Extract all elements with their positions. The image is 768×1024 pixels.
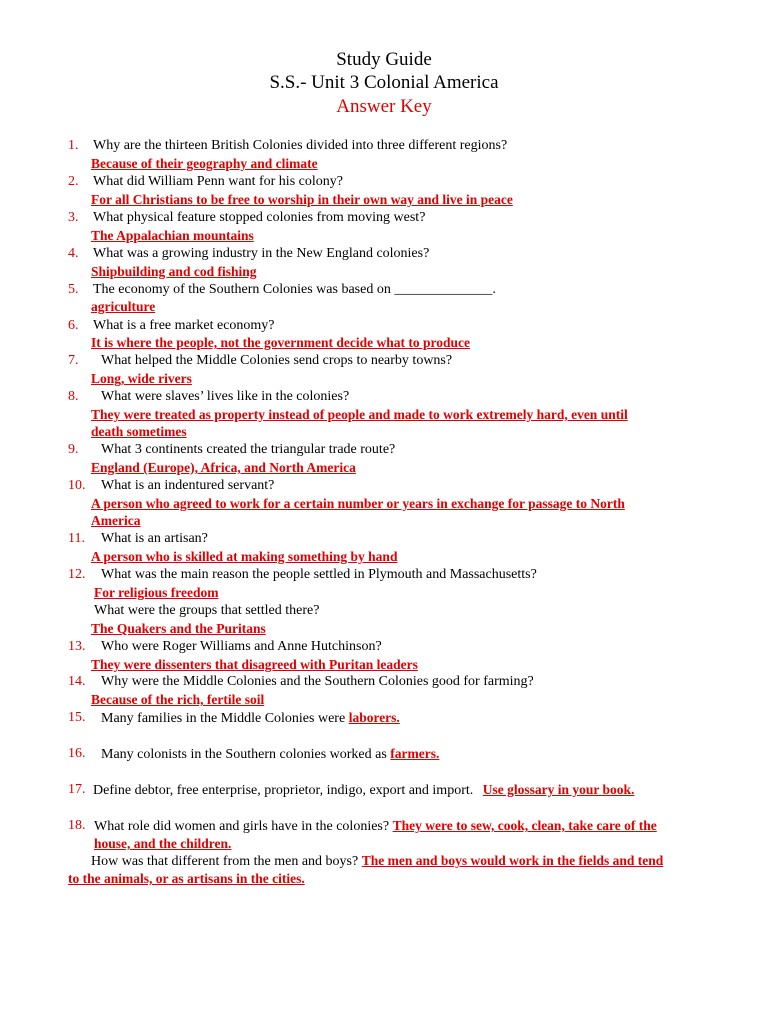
question-text-body: Many colonists in the Southern colonies worked as: [101, 747, 387, 762]
answer-text-followup: The Quakers and the Puritans: [91, 621, 266, 636]
question-number: 7.: [68, 353, 79, 368]
question-text-body: Many families in the Middle Colonies were: [101, 711, 346, 726]
question-text: The economy of the Southern Colonies was based on ______________.: [93, 282, 496, 297]
question-text: What did William Penn want for his colony?: [93, 174, 343, 189]
question-text: Why are the thirteen British Colonies divided into three different regions?: [93, 138, 508, 153]
question-number: 5.: [68, 282, 79, 297]
answer-text: England (Europe), Africa, and North America: [91, 460, 356, 475]
question-number: 17.: [68, 782, 86, 797]
question-number: 4.: [68, 246, 79, 261]
question-number: 2.: [68, 174, 79, 189]
answer-text: They were dissenters that disagreed with Puritan leaders: [91, 657, 418, 672]
inline-answer: laborers.: [348, 710, 400, 725]
answer-text: For religious freedom: [94, 585, 219, 600]
question-text-body: What role did women and girls have in the colonies?: [94, 819, 390, 834]
question-number: 12.: [68, 567, 86, 582]
question-text-followup: What were the groups that settled there?: [94, 603, 320, 618]
answer-text: Because of their geography and climate: [91, 156, 318, 171]
question-number: 3.: [68, 210, 79, 225]
inline-answer: They were to sew, cook, clean, take care of the: [392, 818, 657, 833]
answer-text: Long, wide rivers: [91, 371, 192, 386]
question-text: Who were Roger Williams and Anne Hutchinson?: [101, 639, 382, 654]
question-text: What is an artisan?: [101, 531, 208, 546]
question-number: 15.: [68, 710, 86, 725]
answer-text: For all Christians to be free to worship in their own way and live in peace: [91, 192, 513, 207]
question-number: 13.: [68, 639, 86, 654]
question-text: What was the main reason the people settled in Plymouth and Massachusetts?: [101, 567, 537, 582]
answer-text: A person who agreed to work for a certain number or years in exchange for passage to North: [91, 496, 625, 511]
page-title: Study Guide: [336, 49, 432, 70]
question-number: 10.: [68, 478, 86, 493]
answer-text-followup: to the animals, or as artisans in the cities.: [68, 871, 305, 886]
answer-text-continued: death sometimes: [91, 424, 187, 439]
answer-text: agriculture: [91, 299, 156, 314]
question-number: 9.: [68, 442, 79, 457]
question-number: 18.: [68, 818, 86, 833]
question-text: What was a growing industry in the New England colonies?: [93, 246, 430, 261]
question-text-followup: [91, 852, 663, 870]
answer-text-continued: America: [91, 513, 141, 528]
question-number: 1.: [68, 138, 79, 153]
question-text-body: How was that different from the men and boys?: [91, 854, 359, 869]
question-number: 16.: [68, 746, 86, 761]
question-number: 14.: [68, 674, 86, 689]
answer-text-continued: house, and the children.: [94, 836, 232, 851]
inline-answer: farmers.: [390, 746, 440, 761]
answer-text: Shipbuilding and cod fishing: [91, 264, 257, 279]
page-subtitle: S.S.- Unit 3 Colonial America: [269, 72, 499, 93]
question-text: [101, 709, 400, 727]
question-text: Why were the Middle Colonies and the Southern Colonies good for farming?: [101, 674, 534, 689]
question-number: 11.: [68, 531, 85, 546]
question-text: [101, 745, 439, 763]
question-text: What physical feature stopped colonies from moving west?: [93, 210, 426, 225]
question-text: [94, 817, 657, 835]
inline-answer: The men and boys would work in the fields and tend: [361, 853, 664, 868]
question-text: What is an indentured servant?: [101, 478, 275, 493]
question-number: 6.: [68, 318, 79, 333]
answer-text: The Appalachian mountains: [91, 228, 254, 243]
inline-answer: Use glossary in your book.: [482, 782, 635, 797]
question-text-body: Define debtor, free enterprise, proprietor, indigo, export and import.: [93, 783, 474, 798]
answer-text: Because of the rich, fertile soil: [91, 692, 265, 707]
answer-text: It is where the people, not the government decide what to produce: [91, 335, 470, 350]
answer-key-label: Answer Key: [336, 96, 432, 117]
answer-text: A person who is skilled at making something by hand: [91, 549, 398, 564]
question-text: What were slaves’ lives like in the colonies?: [101, 389, 350, 404]
answer-text: They were treated as property instead of people and made to work extremely hard, even until: [91, 407, 628, 422]
question-number: 8.: [68, 389, 79, 404]
question-text: What is a free market economy?: [93, 318, 275, 333]
question-text: What helped the Middle Colonies send crops to nearby towns?: [101, 353, 453, 368]
question-text: What 3 continents created the triangular trade route?: [101, 442, 396, 457]
question-text: [93, 781, 634, 799]
